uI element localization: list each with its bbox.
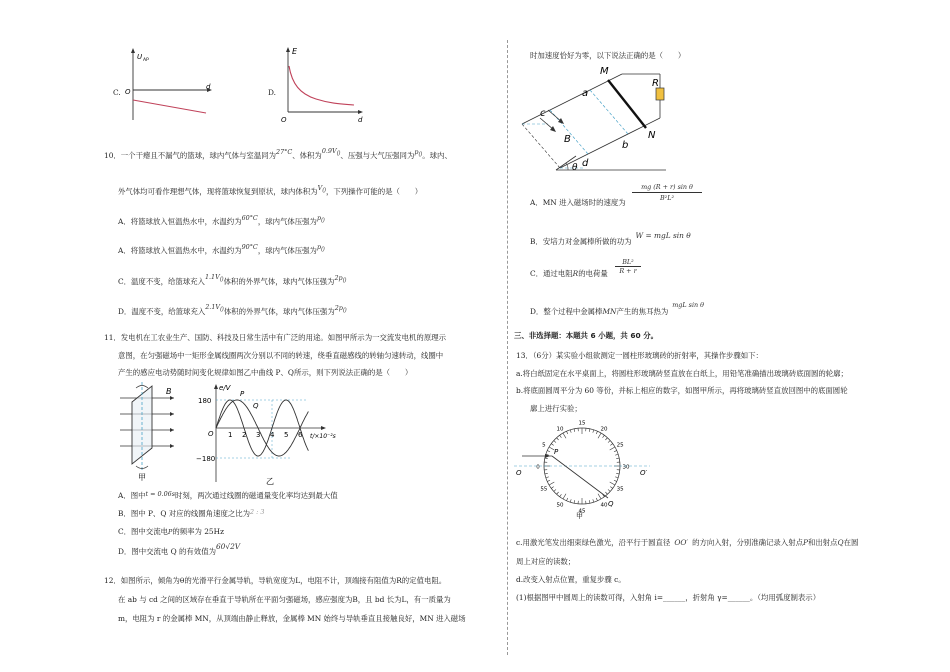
dial-tick bbox=[570, 499, 571, 502]
incline-theta-label: θ bbox=[572, 163, 578, 173]
dial-tick bbox=[551, 487, 553, 489]
incline-r-label: R bbox=[652, 78, 659, 89]
emf-graph-tick-180: 180 bbox=[198, 397, 212, 405]
graph-d bbox=[278, 44, 368, 124]
dial-tick bbox=[593, 499, 594, 502]
dial-p-label: P bbox=[554, 448, 559, 456]
dial-tick bbox=[563, 433, 566, 438]
emf-graph bbox=[196, 382, 346, 487]
emf-graph-xlabel: t/×10⁻²s bbox=[310, 433, 336, 440]
dial-tick bbox=[570, 430, 571, 433]
q10-line2: 外气体均可看作理想气体，现将篮球恢复到原状，球内体积为$V_0$，下列操作可能的是（ ） bbox=[118, 184, 423, 196]
generator-caption: 甲 bbox=[138, 473, 146, 482]
emf-graph-tick-5: 5 bbox=[284, 431, 289, 439]
dial-label-25: 25 bbox=[616, 442, 624, 449]
q12-line2: 在 ab 与 cd 之间的区域存在垂直于导轨所在平面匀强磁场，感应强度为B，且 bd 长为L，有一质量为 bbox=[118, 595, 451, 604]
generator-figure bbox=[118, 382, 190, 482]
q11-line2: 意图，在匀强磁场中一矩形金属线圈两次分别以不同的转速，绕垂直磁感线的转轴匀速转动，线圈中 bbox=[118, 351, 444, 360]
graph-d-xaxis: d bbox=[358, 116, 363, 124]
dial-tick bbox=[547, 451, 550, 452]
q12-option-d: D．整个过程中金属棒MN产生的焦耳热为mgL sin θ bbox=[530, 301, 704, 316]
dial-tick bbox=[615, 454, 618, 455]
dial-tick bbox=[603, 435, 605, 437]
dial-tick bbox=[605, 438, 607, 440]
emf-graph-tick-6: 6 bbox=[298, 431, 303, 439]
dial-tick bbox=[616, 473, 619, 474]
dial-tick bbox=[567, 431, 568, 434]
dial-oprime-label: O′ bbox=[640, 469, 648, 477]
dial-tick bbox=[616, 458, 619, 459]
dial-label-55: 55 bbox=[540, 486, 548, 493]
dial-tick bbox=[610, 487, 612, 489]
q13-step-c2: 周上对应的读数； bbox=[516, 557, 576, 566]
dial-label-0: 0 bbox=[536, 464, 540, 471]
q12-option-a-fraction: mg (R + r) sin θ B²L² bbox=[632, 183, 702, 202]
dial-tick bbox=[608, 489, 610, 491]
dial-tick bbox=[589, 429, 590, 432]
dial-tick bbox=[596, 498, 597, 501]
q13-step-c1: c.用激光笔发出细束绿色激光，沿平行于圆直径 OO′ 的方向入射，分别准确记录入射点P和出射点Q在圆 bbox=[516, 538, 859, 547]
graph-c bbox=[118, 46, 238, 122]
dial-o-label: O bbox=[516, 469, 522, 477]
emf-graph-tick-2: 2 bbox=[242, 431, 247, 439]
incline-m-label: M bbox=[600, 66, 609, 77]
dial-label-20: 20 bbox=[600, 426, 608, 433]
q12-line3: m，电阻为 r 的金属棒 MN，从顶端由静止释放，金属棒 MN 始终与导轨垂直且接触良好，MN 进入磁场 bbox=[118, 614, 466, 623]
incline-a-label: a bbox=[582, 88, 589, 99]
dial-tick bbox=[574, 429, 575, 432]
laser-refracted bbox=[552, 456, 608, 498]
dial-tick bbox=[557, 492, 559, 494]
q11-option-a: A．图中t = 0.06s时刻，两次通过线圈的磁通量变化率均达到最大值 bbox=[118, 490, 338, 500]
dial-label-35: 35 bbox=[616, 486, 624, 493]
emf-graph-tick-3: 3 bbox=[256, 431, 261, 439]
q11-option-c: C．图中交流电P的频率为 25Hz bbox=[118, 527, 224, 536]
dial-label-45: 45 bbox=[578, 508, 586, 515]
dial-tick bbox=[593, 430, 594, 433]
generator-b-label: B bbox=[166, 387, 172, 396]
incline-c-label: c bbox=[540, 108, 546, 119]
dial-tick bbox=[547, 480, 550, 481]
dial-tick bbox=[554, 441, 556, 443]
dial-tick bbox=[608, 441, 610, 443]
dial-label-10: 10 bbox=[556, 426, 564, 433]
incline-b-field-label: B bbox=[564, 134, 571, 145]
dial-caption: 甲 bbox=[576, 512, 583, 520]
graph-c-yaxis-sub: AP bbox=[143, 58, 149, 63]
incline-n-label: N bbox=[648, 130, 656, 141]
q11-option-d: D．图中交流电 Q 的有效值为60√2V bbox=[118, 542, 241, 556]
dial-tick bbox=[610, 482, 615, 485]
q10-option-d: D．温度不变，给篮球充入$2.1V_0$体积的外界气体，球内气体压强为$2p_0$ bbox=[118, 303, 347, 316]
dial-tick bbox=[557, 438, 559, 440]
q12-option-b: B．安培力对金属棒所做的功为W = mgL sin θ bbox=[530, 231, 691, 246]
dial-tick bbox=[574, 500, 575, 503]
dial-tick bbox=[560, 494, 562, 496]
graph-c-origin: O bbox=[125, 88, 131, 96]
dial-label-30: 30 bbox=[622, 464, 630, 471]
dial-tick bbox=[610, 447, 615, 450]
q13-question-1: (1)根据图甲中圆周上的读数可得，入射角 i=______，折射角 γ=______。（均用弧度制表示） bbox=[516, 593, 821, 602]
emf-graph-tick-1: 1 bbox=[228, 431, 233, 439]
dial-q-label: Q bbox=[608, 500, 614, 508]
q13-step-a: a.将白纸固定在水平桌面上，将圆柱形玻璃砖竖直放在白纸上，用铅笔准确描出玻璃砖底面圆的轮廓； bbox=[516, 369, 848, 378]
q10-option-b: A．将篮球放入恒温热水中，水温约为90°C，球内气体压强为$p_0$ bbox=[118, 243, 325, 255]
q12-option-a: A．MN 进入磁场时的速度为 bbox=[530, 198, 626, 207]
dial-tick bbox=[545, 458, 548, 459]
graph-c-yaxis: U bbox=[137, 53, 143, 61]
dial-tick bbox=[605, 492, 607, 494]
graph-d-origin: O bbox=[281, 116, 287, 124]
dial-label-40: 40 bbox=[600, 502, 608, 509]
emf-graph-ylabel: e/V bbox=[219, 384, 231, 392]
q10-option-c: C．温度不变，给篮球充入$1.1V_0$体积的外界气体，球内气体压强为$2p_0$ bbox=[118, 273, 347, 286]
column-divider bbox=[507, 40, 508, 655]
q13-line1: 13．（6分）某实验小组欲测定一圆柱形玻璃砖的折射率，其操作步骤如下： bbox=[516, 351, 763, 360]
option-c-label: C. bbox=[113, 88, 121, 97]
dial-tick bbox=[563, 494, 566, 499]
graph-d-yaxis: E bbox=[292, 47, 298, 56]
dial-tick bbox=[610, 444, 612, 446]
incline-b-label: b bbox=[622, 140, 629, 151]
dial-tick bbox=[614, 451, 617, 452]
q11-line3: 产生的感应电动势随时间变化规律如图乙中曲线 P、Q所示，则下列说法正确的是（ ） bbox=[118, 368, 413, 377]
dial-tick bbox=[614, 480, 617, 481]
curve-q-label: Q bbox=[253, 402, 259, 410]
dial-tick bbox=[567, 498, 568, 501]
q12-continuation: 时加速度恰好为零，以下说法正确的是（ ） bbox=[530, 51, 686, 60]
curve-p-label: P bbox=[240, 390, 245, 398]
emf-graph-tick-minus180: −180 bbox=[196, 455, 216, 463]
dial-tick bbox=[596, 431, 597, 434]
dial-label-15: 15 bbox=[578, 420, 586, 427]
incline-d-label: d bbox=[582, 158, 589, 169]
q13-step-b2: 廓上进行实验； bbox=[530, 404, 582, 413]
dial-tick bbox=[546, 477, 549, 478]
dial-tick bbox=[615, 477, 618, 478]
emf-graph-tick-4: 4 bbox=[270, 431, 275, 439]
q12-line1: 12．如图所示，倾角为θ的光滑平行金属导轨，导轨宽度为L，电阻不计，顶端接有阻值为R的定值电阻。 bbox=[104, 576, 447, 585]
q13-step-b1: b.将底面圆周平分为 60 等份，并标上相应的数字，如图甲所示，再将玻璃砖竖直放回图中的底面圆轮 bbox=[516, 386, 848, 395]
q13-step-d: d.改变入射点位置，重复步骤 c。 bbox=[516, 575, 626, 584]
dial-label-5: 5 bbox=[542, 442, 546, 449]
q10-line1: 10．一个干瘪且不漏气的篮球，球内气体与室温同为27°C、体积为$0.9V_0$、压强与大气压强同为$p_0$。球内、 bbox=[104, 147, 452, 160]
dial-tick bbox=[554, 489, 556, 491]
section3-heading: 三、非选择题：本题共 6 小题，共 60 分。 bbox=[514, 331, 658, 340]
graph-c-xaxis: d bbox=[206, 83, 211, 91]
q11-line1: 11．发电机在工农业生产、国防、科技及日常生活中有广泛的用途。如图甲所示为一交流发电机的原理示 bbox=[104, 333, 446, 342]
dial-tick bbox=[549, 482, 554, 485]
dial-label-50: 50 bbox=[556, 502, 564, 509]
q12-option-c: C．通过电阻R的电荷量 bbox=[530, 269, 608, 278]
q12-option-c-fraction: BL² R + r bbox=[615, 258, 641, 275]
dial-tick bbox=[545, 473, 548, 474]
dial-tick bbox=[589, 500, 590, 503]
dial-tick bbox=[551, 444, 553, 446]
dial-tick bbox=[560, 435, 562, 437]
incline-figure bbox=[520, 62, 670, 177]
dial-tick bbox=[598, 494, 601, 499]
dial-figure bbox=[512, 420, 652, 520]
q10-option-a: A．将篮球放入恒温热水中，水温约为60°C，球内气体压强为$p_0$ bbox=[118, 214, 325, 226]
option-d-label: D. bbox=[268, 88, 277, 97]
q11-option-b: B．图中 P、Q 对应的线圈角速度之比为2 : 3 bbox=[118, 508, 265, 518]
dial-tick bbox=[598, 433, 601, 438]
emf-graph-caption: 乙 bbox=[266, 477, 274, 486]
emf-graph-origin: O bbox=[208, 430, 214, 438]
